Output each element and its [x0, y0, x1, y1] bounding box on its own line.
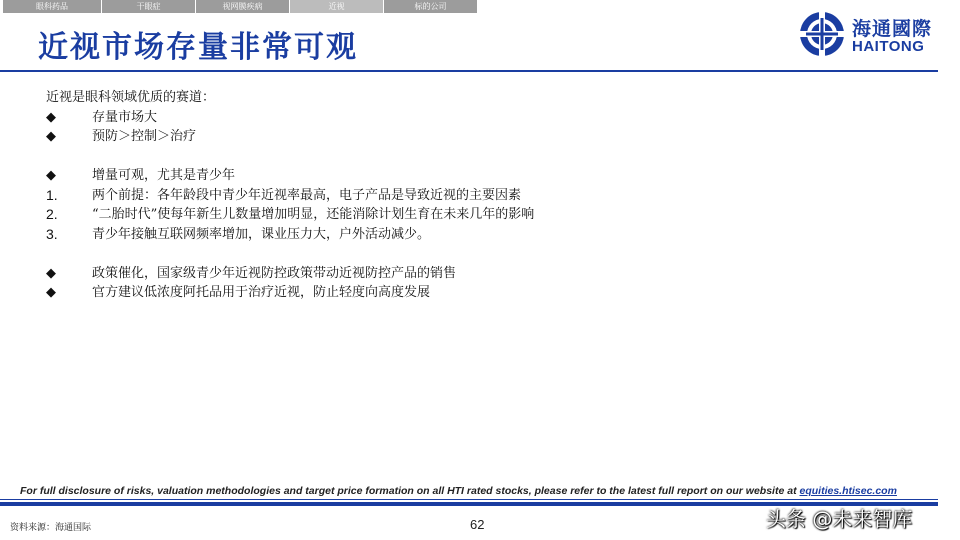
numbered-text: 两个前提：各年龄段中青少年近视率最高，电子产品是导致近视的主要因素 — [92, 187, 522, 203]
item-number: 3. — [46, 225, 58, 242]
intro-text: 近视是眼科领域优质的赛道： — [46, 90, 216, 105]
section-tabs — [3, 0, 478, 13]
bullet-item — [46, 166, 926, 186]
disclosure-text: For full disclosure of risks, valuation methodologies and target price formation on all HTI rated stocks, please refer to the latest full report on our website at — [20, 485, 800, 497]
numbered-text: “二胎时代”使每年新生儿数量增加明显，还能消除计划生育在未来几年的影响 — [92, 207, 535, 222]
bullet-text: 预防＞控制＞治疗 — [92, 129, 197, 144]
haitong-logo — [798, 10, 948, 60]
diamond-bullet-icon: ◆ — [46, 109, 56, 125]
tab-retinal-disease[interactable]: 视网膜疾病 — [196, 0, 289, 13]
haitong-logo-icon — [798, 10, 846, 58]
numbered-text: 青少年接触互联网频率增加，课业压力大，户外活动减少。 — [92, 226, 431, 242]
diamond-bullet-icon: ◆ — [46, 285, 56, 300]
bullet-text: 存量市场大 — [92, 109, 158, 125]
item-number: 1. — [46, 186, 58, 203]
diamond-bullet-icon: ◆ — [46, 265, 56, 281]
title-divider — [0, 70, 938, 72]
slide-body — [46, 88, 926, 303]
tab-eye-drugs[interactable]: 眼科药品 — [3, 0, 101, 13]
tab-target-companies[interactable]: 标的公司 — [384, 0, 477, 13]
diamond-bullet-icon: ◆ — [46, 129, 56, 144]
bullet-item — [46, 264, 926, 284]
website-link[interactable]: equities.htisec.com — [799, 485, 897, 497]
page-title: 近视市场存量非常可观 — [38, 30, 358, 65]
logo-chinese-name: 海通國際 — [852, 18, 933, 40]
numbered-item — [46, 186, 926, 206]
spacer — [46, 147, 926, 167]
tab-dry-eye[interactable]: 干眼症 — [102, 0, 195, 13]
page-number: 62 — [470, 517, 485, 532]
numbered-item — [46, 225, 926, 245]
watermark: 头条 @未来智库 — [766, 507, 913, 531]
bullet-text: 官方建议低浓度阿托品用于治疗近视，防止轻度向高度发展 — [92, 285, 431, 300]
source-note: 资料来源：海通国际 — [10, 523, 92, 533]
spacer — [46, 244, 926, 264]
tab-myopia[interactable]: 近视 — [290, 0, 383, 13]
diamond-bullet-icon: ◆ — [46, 168, 56, 183]
footer-divider-thin — [0, 499, 938, 500]
item-number: 2. — [46, 206, 58, 222]
bullet-item — [46, 108, 926, 128]
bullet-text: 政策催化，国家级青少年近视防控政策带动近视防控产品的销售 — [92, 265, 457, 281]
logo-english-name: HAITONG — [852, 38, 925, 55]
numbered-item — [46, 205, 926, 225]
bullet-item — [46, 283, 926, 303]
bullet-item — [46, 127, 926, 147]
intro-line — [46, 88, 926, 108]
disclosure-notice — [20, 485, 897, 497]
bullet-text: 增量可观，尤其是青少年 — [92, 168, 236, 183]
